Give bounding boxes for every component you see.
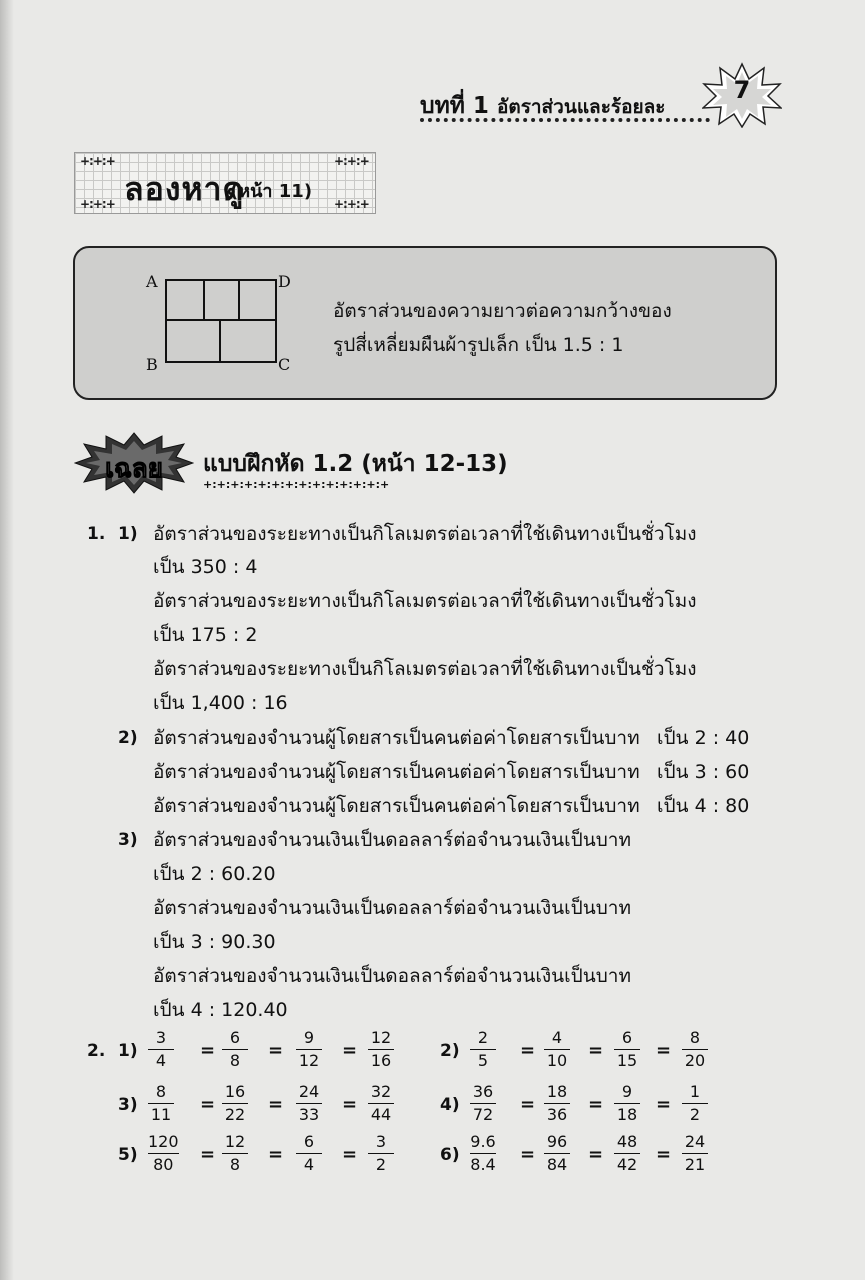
equals-sign: = (588, 1144, 604, 1165)
fraction-bar (296, 1103, 322, 1104)
equals-sign: = (200, 1144, 216, 1165)
answer-line: อัตราส่วนของระยะทางเป็นกิโลเมตรต่อเวลาที่ใช้เดินทางเป็นชั่วโมง (153, 590, 697, 612)
fraction-denominator: 18 (616, 1105, 638, 1124)
exercise-title-decoration: +:+:+:+:+:+:+:+:+:+:+:+:+:+ (203, 478, 390, 491)
fraction-bar (368, 1153, 394, 1154)
fraction-bar (148, 1153, 179, 1154)
sub-question-label: 6) (440, 1145, 460, 1165)
vertex-a-label: A (146, 272, 158, 291)
fraction-denominator: 84 (546, 1155, 568, 1174)
equals-sign: = (342, 1094, 358, 1115)
fraction-bar (222, 1103, 248, 1104)
fraction-denominator: 8.4 (470, 1155, 496, 1174)
fraction-numerator: 12 (370, 1028, 392, 1047)
fraction-bar (470, 1103, 496, 1104)
question-number: 2. (87, 1041, 106, 1061)
answer-line: อัตราส่วนของจำนวนผู้โดยสารเป็นคนต่อค่าโดยสารเป็นบาท (153, 761, 640, 783)
fraction-denominator: 8 (229, 1051, 241, 1070)
sub-question-label: 5) (118, 1145, 138, 1165)
fraction-bar (614, 1049, 640, 1050)
banner-decoration: +:+:+ (334, 197, 369, 211)
fraction (296, 1082, 322, 1125)
sub-question-label: 1) (118, 524, 138, 544)
fraction (682, 1082, 708, 1125)
fraction-numerator: 6 (229, 1028, 241, 1047)
fraction-denominator: 11 (150, 1105, 172, 1124)
sub-question-label: 3) (118, 1095, 138, 1115)
chapter-number: บทที่ 1 (420, 93, 489, 119)
fraction-numerator: 24 (298, 1082, 320, 1101)
fraction-numerator: 36 (472, 1082, 494, 1101)
fraction (222, 1082, 248, 1125)
fraction (296, 1132, 322, 1175)
fraction-bar (614, 1103, 640, 1104)
fraction-denominator: 42 (616, 1155, 638, 1174)
fraction-denominator: 20 (684, 1051, 706, 1070)
fraction-numerator: 8 (689, 1028, 701, 1047)
fraction (544, 1132, 570, 1175)
fraction (682, 1028, 708, 1071)
fraction-numerator: 24 (684, 1132, 706, 1151)
fraction-denominator: 22 (224, 1105, 246, 1124)
fraction-numerator: 96 (546, 1132, 568, 1151)
fraction (470, 1132, 496, 1175)
fraction (614, 1132, 640, 1175)
try-section-page-ref: (หน้า 11) (230, 181, 313, 202)
page-number: 7 (733, 76, 751, 104)
exercise-title: แบบฝึกหัด 1.2 (หน้า 12-13) (203, 451, 508, 477)
fraction-numerator: 12 (224, 1132, 246, 1151)
fraction-numerator: 3 (155, 1028, 167, 1047)
fraction (614, 1082, 640, 1125)
fraction-bar (368, 1103, 394, 1104)
answer-ratio: เป็น 2 : 40 (657, 727, 750, 749)
fraction-numerator: 8 (155, 1082, 167, 1101)
fraction-denominator: 2 (375, 1155, 387, 1174)
fraction-denominator: 36 (546, 1105, 568, 1124)
fraction-denominator: 72 (472, 1105, 494, 1124)
sub-question-label: 3) (118, 830, 138, 850)
fraction-numerator: 18 (546, 1082, 568, 1101)
fraction-numerator: 9 (303, 1028, 315, 1047)
equals-sign: = (268, 1040, 284, 1061)
equals-sign: = (588, 1040, 604, 1061)
fraction-bar (222, 1049, 248, 1050)
fraction-denominator: 12 (298, 1051, 320, 1070)
answer-line: อัตราส่วนของระยะทางเป็นกิโลเมตรต่อเวลาที่ใช้เดินทางเป็นชั่วโมง (153, 658, 697, 680)
try-answer-line: อัตราส่วนของความยาวต่อความกว้างของ (333, 300, 672, 322)
sub-question-label: 2) (118, 728, 138, 748)
fraction-bar (544, 1103, 570, 1104)
fraction (368, 1028, 394, 1071)
fraction (544, 1082, 570, 1125)
fraction (222, 1132, 248, 1175)
answer-line: เป็น 175 : 2 (153, 624, 258, 646)
fraction-numerator: 120 (148, 1132, 179, 1151)
try-section-title: ลองหาดู (124, 170, 245, 208)
fraction-denominator: 80 (153, 1155, 174, 1174)
fraction (148, 1028, 174, 1071)
fraction-denominator: 8 (229, 1155, 241, 1174)
fraction-bar (296, 1153, 322, 1154)
answer-ratio: เป็น 4 : 80 (657, 795, 750, 817)
answer-line: อัตราส่วนของจำนวนผู้โดยสารเป็นคนต่อค่าโดยสารเป็นบาท (153, 795, 640, 817)
fraction-denominator: 10 (546, 1051, 568, 1070)
fraction-bar (148, 1049, 174, 1050)
fraction-numerator: 3 (375, 1132, 387, 1151)
vertex-d-label: D (278, 272, 291, 291)
fraction-denominator: 2 (689, 1105, 701, 1124)
fraction-denominator: 44 (370, 1105, 392, 1124)
fraction-numerator: 32 (370, 1082, 392, 1101)
fraction-bar (368, 1049, 394, 1050)
fraction (148, 1132, 179, 1175)
equals-sign: = (520, 1040, 536, 1061)
fraction-bar (148, 1103, 174, 1104)
fraction-denominator: 15 (616, 1051, 638, 1070)
fraction (470, 1028, 496, 1071)
fraction-denominator: 4 (155, 1051, 167, 1070)
equals-sign: = (268, 1094, 284, 1115)
answer-line: เป็น 3 : 90.30 (153, 931, 276, 953)
fraction-bar (614, 1153, 640, 1154)
fraction-denominator: 33 (298, 1105, 320, 1124)
rectangle-diagram (165, 279, 277, 363)
diagram-divider (167, 319, 275, 321)
banner-decoration: +:+:+ (334, 154, 369, 168)
banner-decoration: +:+:+ (80, 154, 115, 168)
fraction-bar (544, 1049, 570, 1050)
answer-ratio: เป็น 3 : 60 (657, 761, 750, 783)
fraction-numerator: 6 (303, 1132, 315, 1151)
sub-question-label: 2) (440, 1041, 460, 1061)
fraction (368, 1082, 394, 1125)
fraction-bar (222, 1153, 248, 1154)
fraction-numerator: 9 (621, 1082, 633, 1101)
equals-sign: = (200, 1040, 216, 1061)
fraction-bar (544, 1153, 570, 1154)
fraction-numerator: 6 (621, 1028, 633, 1047)
equals-sign: = (342, 1040, 358, 1061)
answer-line: อัตราส่วนของจำนวนเงินเป็นดอลลาร์ต่อจำนวนเงินเป็นบาท (153, 965, 631, 987)
equals-sign: = (520, 1144, 536, 1165)
diagram-divider (219, 319, 221, 361)
equals-sign: = (268, 1144, 284, 1165)
answer-line: เป็น 4 : 120.40 (153, 999, 288, 1021)
fraction-bar (470, 1153, 496, 1154)
equals-sign: = (656, 1040, 672, 1061)
fraction (614, 1028, 640, 1071)
answer-line: อัตราส่วนของจำนวนเงินเป็นดอลลาร์ต่อจำนวนเงินเป็นบาท (153, 897, 631, 919)
fraction (544, 1028, 570, 1071)
vertex-c-label: C (278, 355, 291, 374)
fraction-bar (682, 1103, 708, 1104)
answer-line: เป็น 1,400 : 16 (153, 692, 288, 714)
chapter-title: อัตราส่วนและร้อยละ (496, 96, 666, 118)
sub-question-label: 4) (440, 1095, 460, 1115)
fraction-denominator: 16 (370, 1051, 392, 1070)
fraction-bar (470, 1049, 496, 1050)
fraction-bar (682, 1153, 708, 1154)
equals-sign: = (588, 1094, 604, 1115)
fraction-denominator: 4 (303, 1155, 315, 1174)
diagram-divider (238, 281, 240, 319)
answer-line: อัตราส่วนของจำนวนเงินเป็นดอลลาร์ต่อจำนวนเงินเป็นบาท (153, 829, 631, 851)
question-number: 1. (87, 524, 106, 544)
fraction-denominator: 5 (477, 1051, 489, 1070)
diagram-divider (203, 281, 205, 319)
fraction (222, 1028, 248, 1071)
fraction-numerator: 4 (551, 1028, 563, 1047)
equals-sign: = (342, 1144, 358, 1165)
equals-sign: = (656, 1094, 672, 1115)
fraction (470, 1082, 496, 1125)
page-edge-shadow (0, 0, 14, 1280)
fraction (368, 1132, 394, 1175)
answer-line: เป็น 350 : 4 (153, 556, 258, 578)
equals-sign: = (520, 1094, 536, 1115)
equals-sign: = (200, 1094, 216, 1115)
fraction-numerator: 48 (616, 1132, 638, 1151)
equals-sign: = (656, 1144, 672, 1165)
chapter-underline (420, 118, 710, 122)
fraction (682, 1132, 708, 1175)
fraction-numerator: 2 (477, 1028, 489, 1047)
fraction-bar (682, 1049, 708, 1050)
fraction-bar (296, 1049, 322, 1050)
answer-line: อัตราส่วนของจำนวนผู้โดยสารเป็นคนต่อค่าโดยสารเป็นบาท (153, 727, 640, 749)
answer-badge-label: เฉลย (105, 454, 163, 484)
vertex-b-label: B (146, 355, 158, 374)
fraction (296, 1028, 322, 1071)
answer-line: อัตราส่วนของระยะทางเป็นกิโลเมตรต่อเวลาที่ใช้เดินทางเป็นชั่วโมง (153, 523, 697, 545)
try-answer-line: รูปสี่เหลี่ยมผืนผ้ารูปเล็ก เป็น 1.5 : 1 (333, 334, 624, 356)
answer-line: เป็น 2 : 60.20 (153, 863, 276, 885)
fraction-numerator: 1 (689, 1082, 701, 1101)
fraction-numerator: 9.6 (470, 1132, 496, 1151)
fraction-denominator: 21 (684, 1155, 706, 1174)
sub-question-label: 1) (118, 1041, 138, 1061)
banner-decoration: +:+:+ (80, 197, 115, 211)
fraction-numerator: 16 (224, 1082, 246, 1101)
fraction (148, 1082, 174, 1125)
